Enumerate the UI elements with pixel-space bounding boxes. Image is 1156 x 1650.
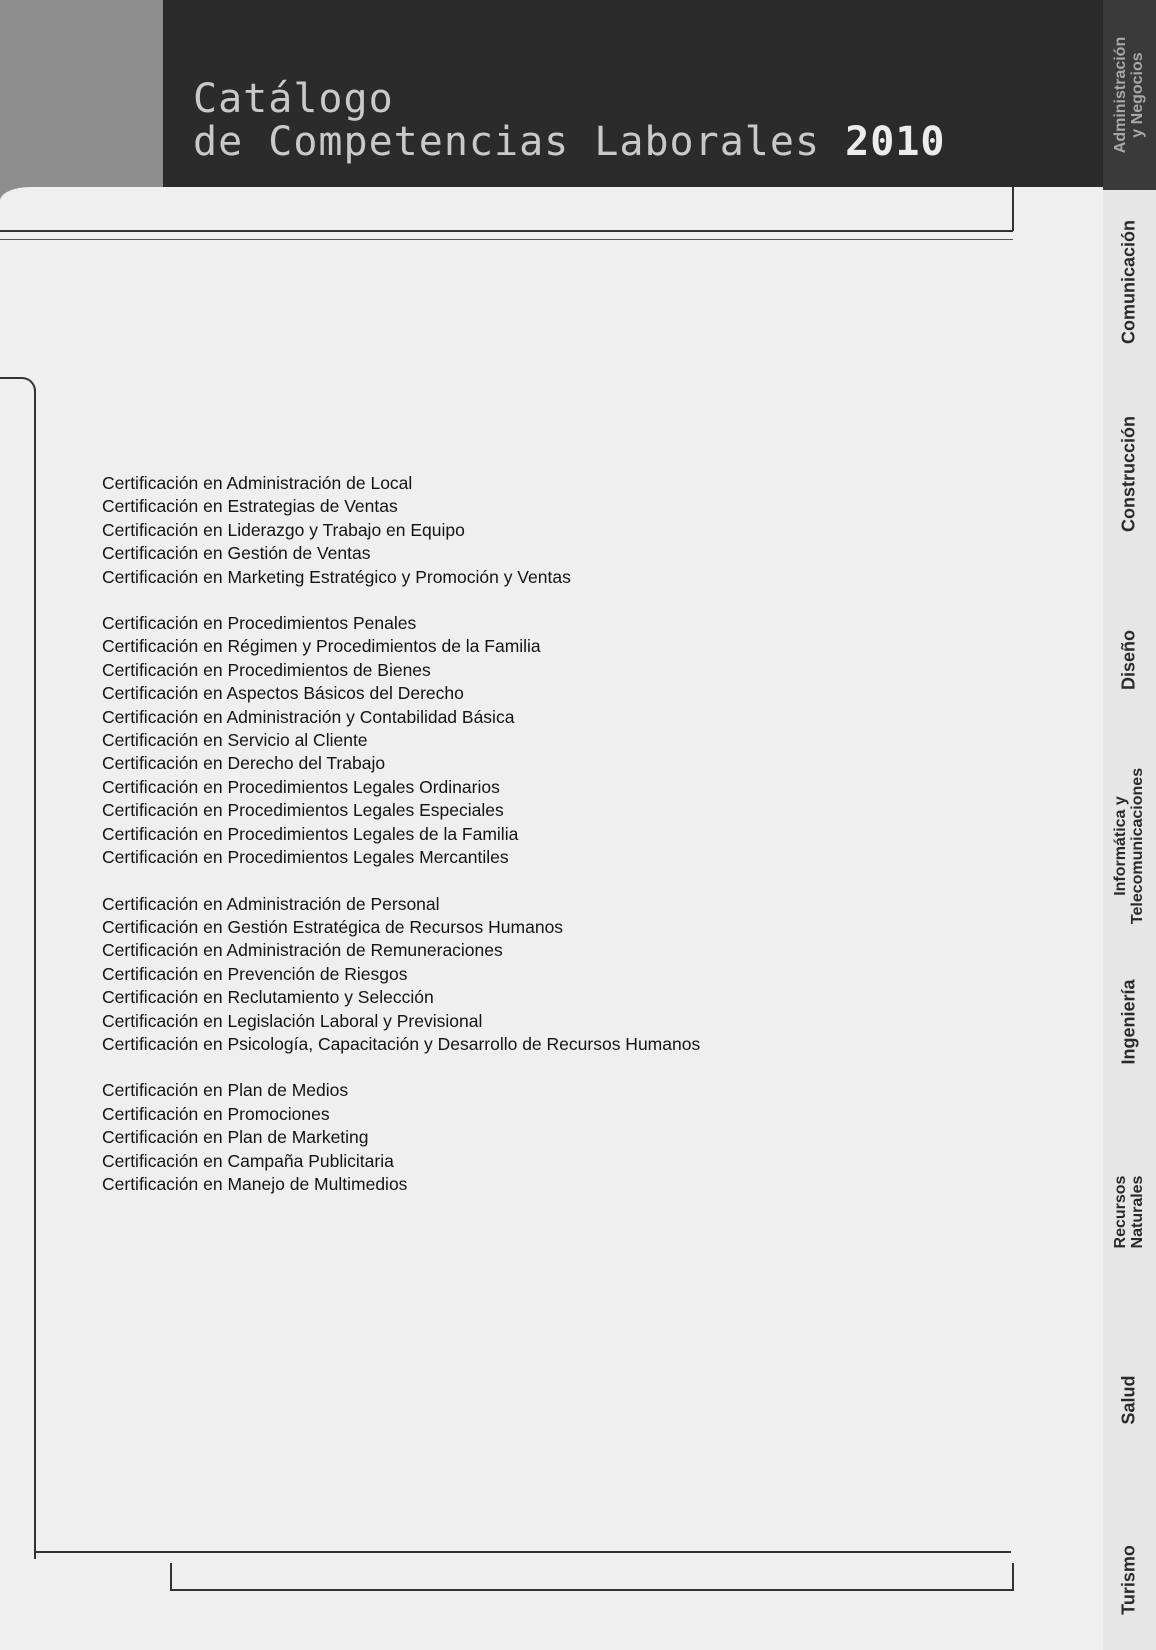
- tab-label: Naturales: [1129, 1175, 1146, 1249]
- bottom-rule: [36, 1551, 1011, 1553]
- certification-list: [102, 472, 700, 1219]
- top-rule: [0, 230, 1013, 232]
- section-tabs: [1103, 0, 1156, 1650]
- cert-group-ventas: [102, 472, 700, 589]
- tab-salud[interactable]: [1120, 1375, 1139, 1424]
- cert-group-rrhh: [102, 893, 700, 1057]
- top-rule-corner: [1012, 187, 1014, 231]
- cert-item: Certificación en Procedimientos Legales Especiales: [102, 800, 504, 821]
- cert-item: Certificación en Aspectos Básicos del Derecho: [102, 683, 464, 704]
- catalog-title: [193, 78, 945, 164]
- tab-label: Turismo: [1118, 1545, 1139, 1615]
- cert-item: Certificación en Administración y Contabilidad Básica: [102, 706, 515, 727]
- cert-item: Certificación en Procedimientos de Bienes: [102, 659, 431, 680]
- tab-diseno[interactable]: [1120, 630, 1139, 690]
- tab-administracion-y-negocios[interactable]: [1112, 37, 1146, 153]
- cert-item: Certificación en Régimen y Procedimientos de la Familia: [102, 636, 541, 657]
- cert-group-legal: [102, 612, 700, 869]
- left-bracket: [0, 377, 36, 1559]
- cert-item: Certificación en Liderazgo y Trabajo en Equipo: [102, 519, 465, 540]
- tab-construccion[interactable]: [1120, 416, 1139, 532]
- tab-label: Diseño: [1118, 629, 1139, 691]
- cert-item: Certificación en Plan de Medios: [102, 1080, 349, 1101]
- header-band: [163, 0, 1103, 190]
- cert-item: Certificación en Procedimientos Legales Mercantiles: [102, 847, 509, 868]
- cert-item: Certificación en Procedimientos Legales Ordinarios: [102, 776, 500, 797]
- cert-item: Certificación en Manejo de Multimedios: [102, 1173, 408, 1194]
- tab-turismo[interactable]: [1120, 1545, 1139, 1615]
- tab-label: Salud: [1118, 1375, 1139, 1425]
- cert-item: Certificación en Promociones: [102, 1103, 330, 1124]
- cert-item: Certificación en Marketing Estratégico y Promoción y Ventas: [102, 566, 571, 587]
- cert-item: Certificación en Gestión Estratégica de Recursos Humanos: [102, 916, 564, 937]
- tab-label: Comunicación: [1118, 219, 1139, 345]
- cert-item: Certificación en Servicio al Cliente: [102, 730, 368, 751]
- cert-item: Certificación en Prevención de Riesgos: [102, 963, 408, 984]
- tab-informatica-y-telecomunicaciones[interactable]: [1112, 768, 1146, 924]
- catalog-page: [0, 187, 1103, 1650]
- tab-label: Recursos: [1112, 1175, 1129, 1249]
- cert-item: Certificación en Campaña Publicitaria: [102, 1150, 394, 1171]
- cert-item: Certificación en Estrategias de Ventas: [102, 496, 398, 517]
- cert-group-marketing: [102, 1079, 700, 1196]
- title-year: 2010: [845, 119, 946, 165]
- tab-label: Telecomunicaciones: [1129, 767, 1146, 925]
- bottom-frame: [170, 1563, 1014, 1591]
- cert-item: Certificación en Plan de Marketing: [102, 1127, 369, 1148]
- cert-item: Certificación en Gestión de Ventas: [102, 543, 371, 564]
- tab-ingenieria[interactable]: [1120, 979, 1139, 1064]
- cert-item: Certificación en Administración de Remuneraciones: [102, 940, 503, 961]
- top-rule-secondary: [0, 239, 1013, 240]
- cert-item: Certificación en Procedimientos Penales: [102, 613, 417, 634]
- cert-item: Certificación en Procedimientos Legales de la Familia: [102, 823, 519, 844]
- tab-label: Informática y: [1112, 796, 1129, 896]
- tab-label: y Negocios: [1129, 52, 1146, 138]
- tab-label: Construcción: [1118, 415, 1139, 533]
- cert-item: Certificación en Derecho del Trabajo: [102, 753, 386, 774]
- tab-label: Ingeniería: [1118, 979, 1139, 1065]
- cert-item: Certificación en Reclutamiento y Selección: [102, 987, 434, 1008]
- tab-comunicacion[interactable]: [1120, 220, 1139, 344]
- tab-label: Administración: [1112, 36, 1129, 154]
- title-line-2: de Competencias Laborales: [193, 119, 821, 165]
- cert-item: Certificación en Administración de Personal: [102, 893, 440, 914]
- title-line-1: Catálogo: [193, 76, 394, 122]
- tab-recursos-naturales[interactable]: [1112, 1176, 1146, 1249]
- cert-item: Certificación en Legislación Laboral y Previsional: [102, 1010, 483, 1031]
- cert-item: Certificación en Psicología, Capacitación y Desarrollo de Recursos Humanos: [102, 1033, 701, 1054]
- cert-item: Certificación en Administración de Local: [102, 473, 413, 493]
